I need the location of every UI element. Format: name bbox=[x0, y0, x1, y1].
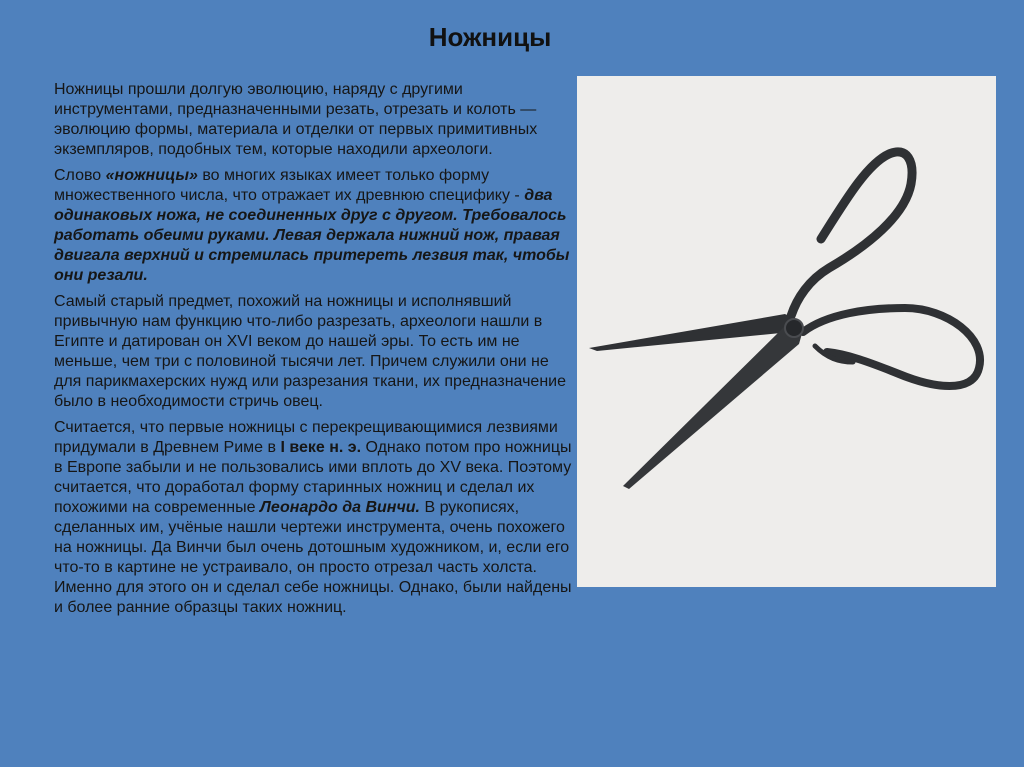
paragraph-2 bbox=[54, 166, 579, 286]
paragraph-4-text-c: Однако потом про ножницы в Европе забыли и не пользовались ими вплоть до XV века. Поэтому считается, что доработал форму старинных ножниц и сделал их похожими на современные bbox=[54, 439, 572, 516]
paragraph-2-term: «ножницы» bbox=[105, 167, 198, 184]
lower-blade bbox=[623, 326, 803, 489]
paragraph-2-text-a: Слово bbox=[54, 167, 106, 184]
paragraph-2-emphasis: два одинаковых ножа, не соединенных друг с другом. Требовалось работать обеими руками. Левая держала нижний нож, правая двигала верхний и стремилась притереть лезвия так, чтобы они резали. bbox=[54, 187, 570, 284]
scissors-photo bbox=[577, 76, 996, 587]
paragraph-4-century: I веке н. э. bbox=[280, 439, 362, 456]
paragraph-4-leonardo: Леонардо да Винчи. bbox=[259, 499, 420, 516]
paragraph-2-text-c: во многих языках имеет только форму множественного числа, что отражает их древнюю специфику - bbox=[54, 167, 525, 204]
paragraph-3: Самый старый предмет, похожий на ножницы и исполнявший привычную нам функцию что-либо разрезать, археологи нашли в Египте и датирован он XVI веком до нашей эры. То есть им не меньше, чем три с половиной тысячи лет. Причем служили они не для парикмахерских нужд или разрезания ткани, их предназначение было в необходимости стричь овец. bbox=[54, 293, 566, 410]
scissors-icon bbox=[791, 152, 980, 386]
paragraph-1: Ножницы прошли долгую эволюцию, наряду с другими инструментами, предназначенными резать, отрезать и колоть — эволюцию формы, материала и отделки от первых примитивных экземпляров, подобных тем, которые находили археологи. bbox=[54, 81, 538, 158]
paragraph-4-text-a: Считается, что первые ножницы с перекрещивающимися лезвиями придумали в Древнем Риме в bbox=[54, 419, 558, 456]
article-body bbox=[54, 80, 579, 624]
scissors-illustration bbox=[577, 76, 996, 587]
pivot-rivet bbox=[785, 319, 803, 337]
page-title: Ножницы bbox=[428, 22, 552, 52]
paragraph-4 bbox=[54, 418, 579, 618]
paragraph-4-text-e: В рукописях, сделанных им, учёные нашли чертежи инструмента, очень похожего на ножницы. Да Винчи был очень дотошным художником, и, если его что-то в картине не устраивало, он просто отрезал часть холста. Именно для этого он и сделал себе ножницы. Однако, были найдены и более ранние образцы таких ножниц. bbox=[54, 499, 572, 616]
